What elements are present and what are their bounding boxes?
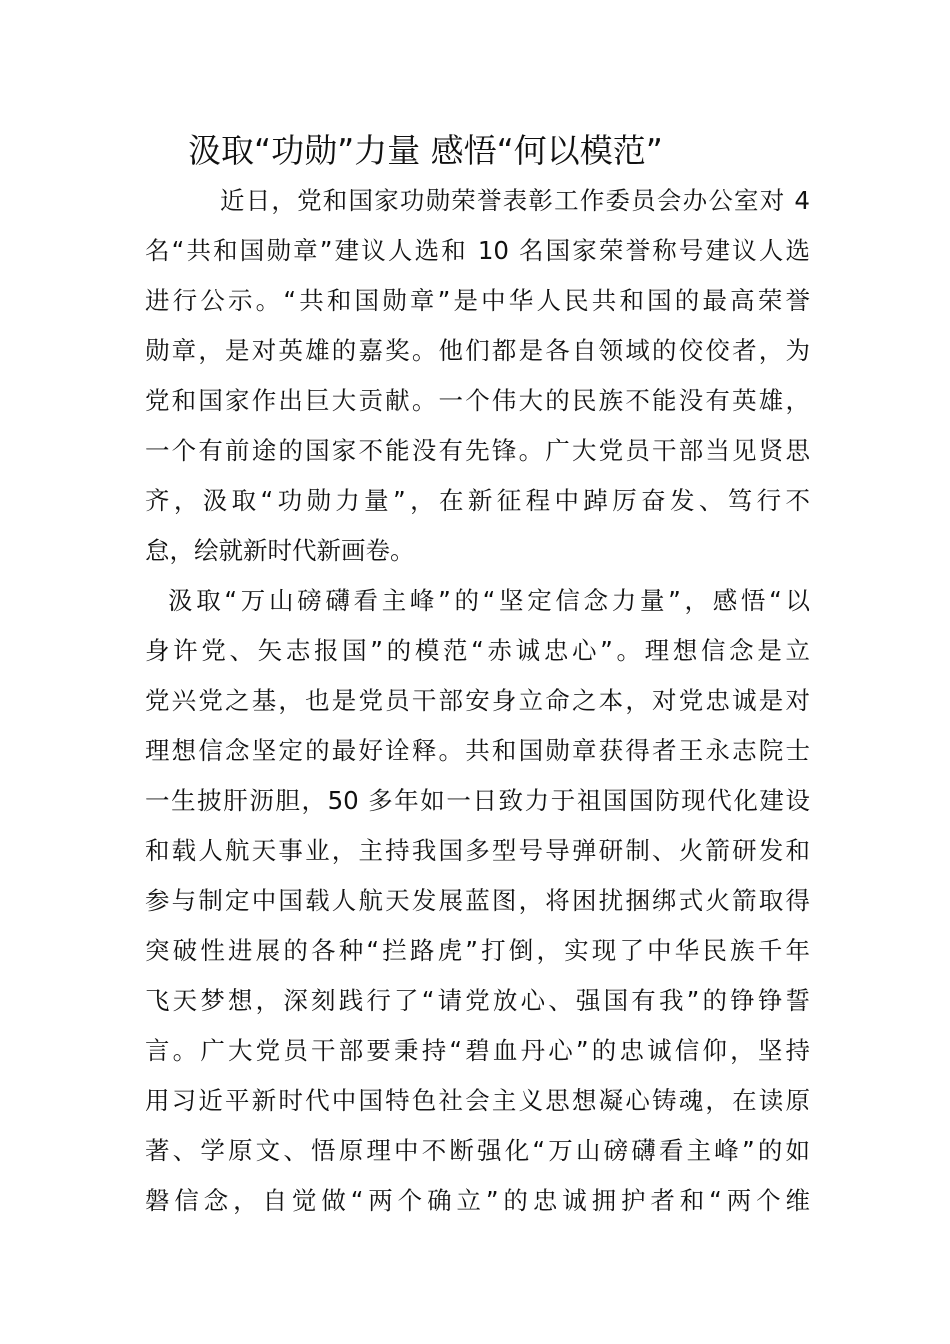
text-line: 进行公示。“共和国勋章”是中华人民共和国的最高荣誉: [145, 286, 810, 315]
text-line: 近日，党和国家功勋荣誉表彰工作委员会办公室对 4: [220, 186, 810, 215]
text-line: 著、学原文、悟原理中不断强化“万山磅礴看主峰”的如: [145, 1136, 810, 1165]
text-line: 一个有前途的国家不能没有先锋。广大党员干部当见贤思: [145, 436, 810, 465]
text-line: 一生披肝沥胆，50 多年如一日致力于祖国国防现代化建设: [145, 786, 810, 815]
text-line: 磐信念，自觉做“两个确立”的忠诚拥护者和“两个维: [145, 1186, 810, 1215]
text-line: 怠，绘就新时代新画卷。: [145, 536, 415, 565]
text-line: 名“共和国勋章”建议人选和 10 名国家荣誉称号建议人选: [145, 236, 810, 265]
text-line: 飞天梦想，深刻践行了“请党放心、强国有我”的铮铮誓: [145, 986, 810, 1015]
text-line: 勋章，是对英雄的嘉奖。他们都是各自领域的佼佼者，为: [145, 336, 810, 365]
text-line: 参与制定中国载人航天发展蓝图，将困扰捆绑式火箭取得: [145, 886, 810, 915]
text-line: 理想信念坚定的最好诠释。共和国勋章获得者王永志院士: [145, 736, 810, 765]
text-line: 党和国家作出巨大贡献。一个伟大的民族不能没有英雄，: [145, 386, 810, 415]
text-line: 齐，汲取“功勋力量”，在新征程中踔厉奋发、笃行不: [145, 486, 810, 515]
text-line: 和载人航天事业，主持我国多型号导弹研制、火箭研发和: [145, 836, 810, 865]
text-line: 身许党、矢志报国”的模范“赤诚忠心”。理想信念是立: [145, 636, 810, 665]
text-line: 言。广大党员干部要秉持“碧血丹心”的忠诚信仰，坚持: [145, 1036, 810, 1065]
text-line: 党兴党之基，也是党员干部安身立命之本，对党忠诚是对: [145, 686, 810, 715]
document-title: 汲取“功勋”力量 感悟“何以模范”: [188, 131, 663, 170]
text-line: 用习近平新时代中国特色社会主义思想凝心铸魂，在读原: [145, 1086, 810, 1115]
text-line: 突破性进展的各种“拦路虎”打倒，实现了中华民族千年: [145, 936, 810, 965]
text-line: 汲取“万山磅礴看主峰”的“坚定信念力量”，感悟“以: [168, 586, 810, 615]
